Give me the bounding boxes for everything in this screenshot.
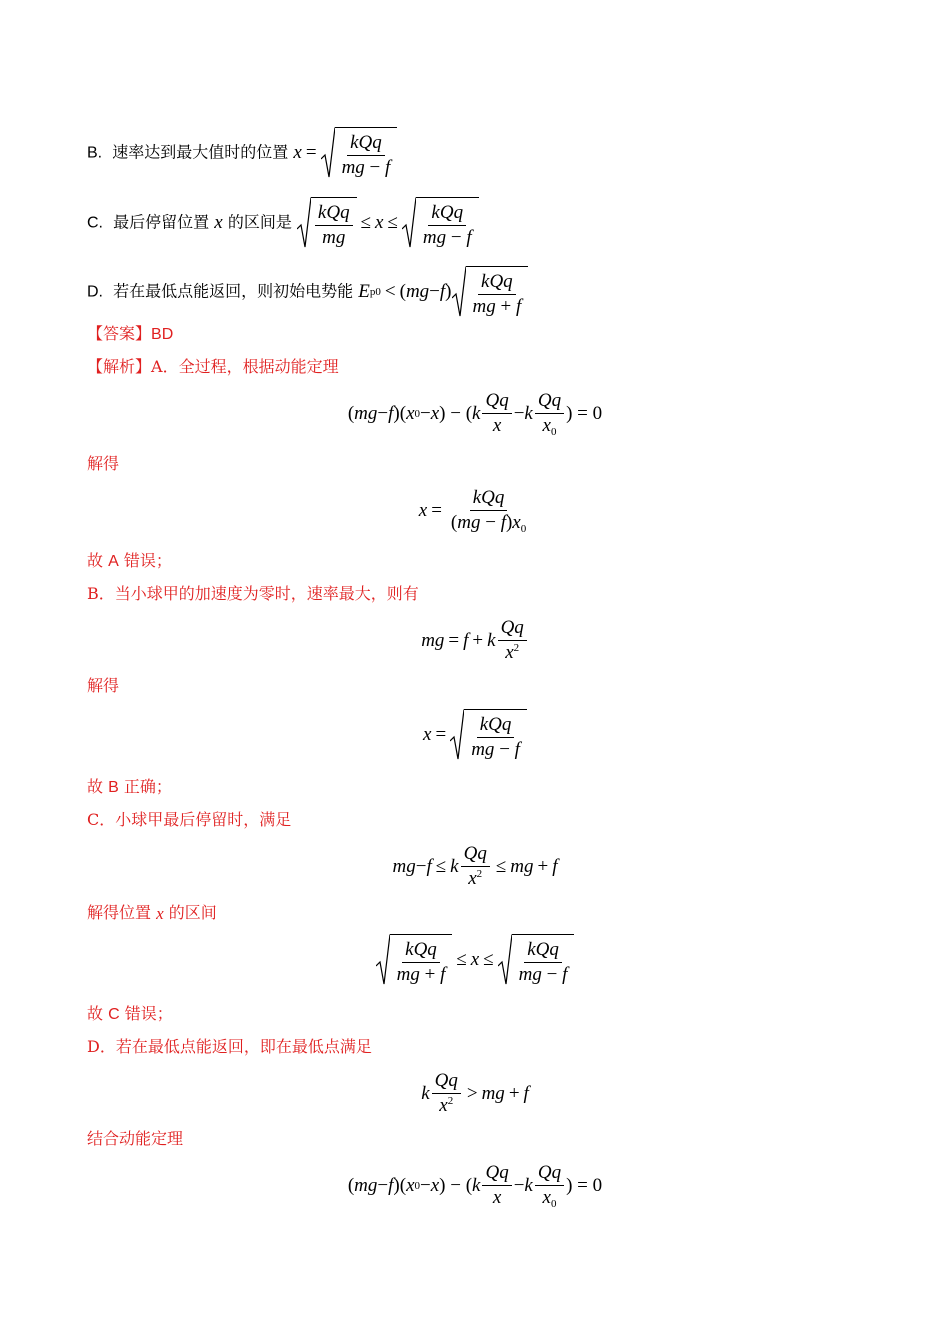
answer-tag: 【答案】 [87, 324, 152, 343]
solve-3: 解得位置 x 的区间 [87, 903, 217, 923]
conclusion-a: 故 A 错误； [87, 551, 172, 570]
equation-energy-1: ( mg − f )( x 0 − x ) − ( k $\frac{Qq}{x}$ − k $\frac{Qq}{x_0}$ ) = 0 [347, 390, 603, 438]
option-d-label: D. [87, 283, 103, 301]
equation-energy-2: ( mg − f )( x 0 − x ) − ( k $\frac{Qq}{x}$ − k $\frac{Qq}{x_0}$ ) = 0 [347, 1162, 603, 1210]
equation-balance: mg = f + k $\frac{Qq}{x^2}$ [0, 617, 950, 664]
option-d-formula: E p0 < ( mg − f ) $\frac{\text{kQq}}{mg + f}$ [358, 266, 528, 318]
analysis-d-intro: D．若在最低点能返回，即在最低点满足 [87, 1037, 372, 1056]
analysis-tag: 【解析】 [87, 357, 152, 376]
option-b-label: B. [87, 144, 103, 162]
option-c: C. 最后停留位置 x 的区间是 $\frac{\text{kQq}}{mg}$ ≤ x ≤ $\frac{\text{kQq}}{mg - f}$ [87, 197, 479, 249]
option-d-text: 若在最低点能返回，则初始电势能 [113, 281, 354, 301]
solve-1: 解得 [87, 454, 120, 473]
option-b-formula: x = $\frac{\text{kQq}}{mg - f}$ [293, 127, 397, 179]
equation-stop-range: mg − f ≤ k $\frac{Qq}{x^2}$ ≤ mg + f [392, 843, 558, 889]
option-c-formula: $\frac{\text{kQq}}{mg}$ ≤ x ≤ $\frac{\text{kQq}}{mg - f}$ [297, 197, 479, 249]
equation-return-condition: k $\frac{Qq}{x^2}$ > mg + f [421, 1070, 529, 1116]
analysis-c-intro: C．小球甲最后停留时，满足 [87, 810, 292, 829]
analysis-a-intro [87, 356, 339, 378]
option-c-text: 最后停留位置 [113, 212, 210, 232]
solve-2: 解得 [87, 676, 120, 695]
analysis-b-intro: B．当小球甲的加速度为零时，速率最大，则有 [87, 584, 419, 603]
analysis-a-text: A．全过程，根据动能定理 [151, 357, 339, 376]
option-c-label: C. [87, 214, 103, 232]
option-c-text2: 的区间是 [227, 212, 292, 232]
equation-x-1: x = $\frac{\text{kQq}}{(mg - f)x_0}$ [418, 487, 527, 535]
answer-value: BD [151, 326, 174, 343]
equation-x-2: x = $\frac{\text{kQq}}{mg - f}$ [0, 709, 950, 761]
equation-x-range: $\frac{\text{kQq}}{mg + f}$ ≤ x ≤ $\frac{\text{kQq}}{mg - f}$ [0, 934, 950, 986]
option-b-text: 速率达到最大值时的位置 [112, 142, 289, 162]
conclusion-b: 故 B 正确； [87, 777, 172, 796]
answer-line [87, 323, 173, 346]
conclusion-c: 故 C 错误； [87, 1004, 173, 1023]
analysis-d-combine: 结合动能定理 [87, 1129, 184, 1148]
option-b [87, 127, 397, 179]
option-d [87, 266, 528, 318]
